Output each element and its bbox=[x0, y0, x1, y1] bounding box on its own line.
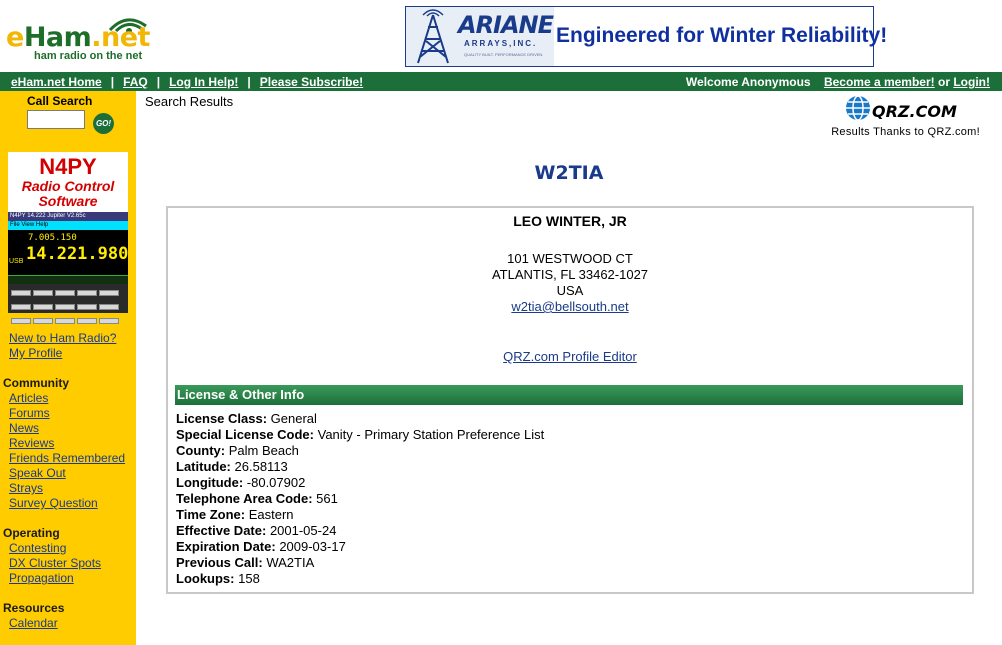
license-info-list bbox=[176, 411, 544, 587]
info-row: Special License Code: Vanity - Primary Station Preference List bbox=[176, 427, 545, 442]
sidebar-item-forums[interactable]: Forums bbox=[9, 406, 50, 420]
info-row: Time Zone: Eastern bbox=[176, 507, 294, 522]
ariane-brand-sub: ARRAYS,INC. bbox=[464, 39, 538, 48]
sidebar-item-articles[interactable]: Articles bbox=[9, 391, 49, 405]
sidebar-item-contesting[interactable]: Contesting bbox=[9, 541, 67, 555]
nav-faq-link[interactable]: FAQ bbox=[123, 75, 148, 89]
ad-freq-small: 7.005.150 bbox=[28, 233, 77, 243]
ad-window-menu: File View Help bbox=[8, 221, 128, 230]
nav-separator: | bbox=[110, 75, 115, 89]
globe-icon bbox=[844, 94, 872, 122]
info-row: Previous Call: WA2TIA bbox=[176, 555, 315, 570]
sidebar-item-propagation[interactable]: Propagation bbox=[9, 571, 74, 585]
sidebar-item-new-to-ham-radio[interactable]: New to Ham Radio? bbox=[9, 331, 117, 345]
sidebar-item-reviews[interactable]: Reviews bbox=[9, 436, 55, 450]
sidebar-item-survey-question[interactable]: Survey Question bbox=[9, 496, 98, 510]
qrz-logo-text: QRZ.COM bbox=[872, 102, 957, 121]
info-row: Longitude: -80.07902 bbox=[176, 475, 306, 490]
callsign-title: W2TIA bbox=[534, 162, 604, 184]
top-nav-bar bbox=[0, 72, 1002, 91]
nav-or-text: or bbox=[938, 75, 950, 89]
welcome-text: Welcome Anonymous bbox=[685, 75, 811, 89]
become-member-link[interactable]: Become a member! bbox=[823, 75, 935, 89]
ariane-brand: ARIANE bbox=[458, 11, 554, 39]
sidebar-section-resources: Resources bbox=[3, 601, 65, 615]
result-panel bbox=[166, 206, 974, 594]
info-row: Latitude: 26.58113 bbox=[176, 459, 288, 474]
go-button[interactable]: GO! bbox=[93, 113, 114, 134]
call-search-input[interactable] bbox=[27, 110, 85, 129]
ad-mode: USB bbox=[9, 258, 24, 265]
profile-editor-link[interactable]: QRZ.com Profile Editor bbox=[503, 349, 637, 364]
left-sidebar bbox=[0, 91, 136, 645]
info-row: License Class: General bbox=[176, 411, 317, 426]
n4py-ad[interactable] bbox=[8, 152, 128, 313]
info-row: Telephone Area Code: 561 bbox=[176, 491, 338, 506]
info-row: Effective Date: 2001-05-24 bbox=[176, 523, 337, 538]
license-info-header: License & Other Info bbox=[175, 385, 963, 405]
address-country: USA bbox=[556, 283, 584, 298]
sidebar-item-speak-out[interactable]: Speak Out bbox=[9, 466, 66, 480]
ariane-brand-fine: QUALITY BUILT. PERFORMANCE DRIVEN. bbox=[464, 52, 544, 57]
sidebar-section-operating: Operating bbox=[3, 526, 60, 540]
search-results-label: Search Results bbox=[145, 94, 234, 109]
call-search-label: Call Search bbox=[27, 94, 93, 108]
header bbox=[0, 0, 1002, 72]
address-block bbox=[168, 251, 972, 315]
ariane-logo bbox=[406, 7, 554, 66]
login-link[interactable]: Login! bbox=[953, 75, 990, 89]
nav-home-link[interactable]: eHam.net Home bbox=[11, 75, 102, 89]
logo-wordmark: eHam.net bbox=[6, 22, 150, 53]
qrz-thanks-text: Results Thanks to QRZ.com! bbox=[831, 126, 980, 138]
nav-separator: | bbox=[156, 75, 161, 89]
sidebar-item-calendar[interactable]: Calendar bbox=[9, 616, 58, 630]
address-line2: ATLANTIS, FL 33462-1027 bbox=[491, 267, 649, 282]
info-row: County: Palm Beach bbox=[176, 443, 299, 458]
sidebar-item-friends-remembered[interactable]: Friends Remembered bbox=[9, 451, 126, 465]
info-row: Expiration Date: 2009-03-17 bbox=[176, 539, 346, 554]
ariane-banner-ad[interactable] bbox=[405, 6, 888, 67]
nav-separator: | bbox=[247, 75, 251, 89]
address-line1: 101 WESTWOOD CT bbox=[507, 251, 633, 266]
main-content bbox=[136, 91, 1002, 645]
sidebar-item-news[interactable]: News bbox=[9, 421, 40, 435]
sidebar-item-strays[interactable]: Strays bbox=[9, 481, 44, 495]
qrz-credit[interactable] bbox=[820, 93, 980, 141]
email-link[interactable]: w2tia@bellsouth.net bbox=[511, 299, 629, 314]
nav-subscribe-link[interactable]: Please Subscribe! bbox=[259, 75, 364, 89]
ad-freq-big: 14.221.980 bbox=[26, 244, 129, 264]
ad-frequency-display bbox=[8, 230, 128, 275]
info-row: Lookups: 158 bbox=[176, 571, 260, 586]
sidebar-section-community: Community bbox=[3, 376, 69, 390]
antenna-tower-icon bbox=[408, 7, 458, 66]
sidebar-item-dx-cluster-spots[interactable]: DX Cluster Spots bbox=[9, 556, 102, 570]
banner-slogan: Engineered for Winter Reliability! bbox=[556, 24, 888, 47]
sidebar-links bbox=[0, 331, 136, 631]
eham-logo[interactable] bbox=[6, 10, 186, 64]
sidebar-item-my-profile[interactable]: My Profile bbox=[9, 346, 63, 360]
person-name: LEO WINTER, JR bbox=[513, 213, 627, 229]
n4py-software-screenshot bbox=[8, 212, 128, 313]
n4py-ad-subtitle: Radio Control Software bbox=[21, 178, 115, 209]
nav-login-help-link[interactable]: Log In Help! bbox=[169, 75, 239, 89]
logo-tagline: ham radio on the net bbox=[34, 50, 143, 62]
ad-scale bbox=[8, 275, 128, 284]
n4py-ad-title: N4PY bbox=[39, 154, 97, 179]
ad-window-title: N4PY 14.222 Jupiter V2.65c bbox=[8, 212, 128, 221]
ad-buttons bbox=[10, 286, 126, 312]
